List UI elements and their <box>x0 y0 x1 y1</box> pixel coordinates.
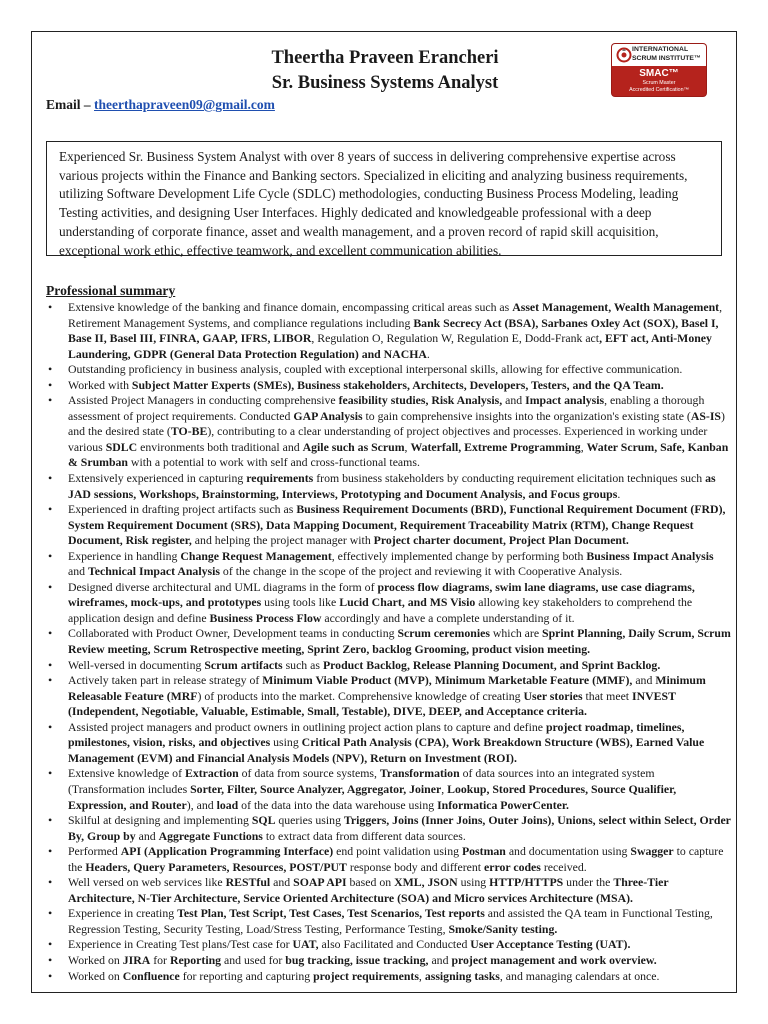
summary-bullet-text: , <box>441 781 448 796</box>
summary-bullet-text: also Facilitated and Conducted <box>318 937 471 952</box>
summary-bullet-text: Swagger <box>630 844 674 859</box>
summary-bullet-text: Critical Path Analysis (CPA), Work Breakdown Structure (WBS), Earned Value Management (EVM) and Financial Analysis Models (NPV), Return on Investment (ROI). <box>68 735 705 765</box>
summary-bullet-text: to extract data from different data sources. <box>262 828 466 843</box>
summary-bullet-text: , and managing calendars at once. <box>499 968 660 983</box>
summary-bullet-text: of the data into the data warehouse using <box>238 797 438 812</box>
summary-bullet-text: received. <box>540 859 587 874</box>
summary-bullet-text: and <box>135 828 159 843</box>
summary-bullet-text: Experience in handling <box>68 548 181 563</box>
summary-bullet-text: Three-Tier Architecture, N-Tier Architecture, Service Oriented Architecture (SOA) and Micro services Architecture (MSA). <box>68 875 669 905</box>
summary-bullet-text: Sprint Planning, Daily Scrum, Scrum Review meeting, Scrum Retrospective meeting, Sprint Zero, backlog Grooming, product vision meeting. <box>68 626 731 657</box>
summary-bullet-text: ) and the desired state ( <box>68 408 725 439</box>
summary-bullet-text: , effectively implemented change by performing both <box>331 548 587 563</box>
summary-bullet-text: Skilful at designing and implementing <box>68 813 252 828</box>
email-link[interactable]: theerthapraveen09@gmail.com <box>94 97 275 112</box>
summary-bullet-text: queries using <box>275 813 344 828</box>
summary-bullet-text: of the change in the scope of the project and reviewing it with Cooperative Analysis. <box>219 564 623 579</box>
summary-bullet <box>46 766 732 813</box>
summary-bullet-text: Experienced in drafting project artifacts such as <box>68 502 297 517</box>
summary-bullet-text: Performed <box>68 844 121 859</box>
summary-bullet-text: XML, JSON <box>394 875 458 890</box>
summary-bullet-text: for reporting and capturing <box>179 968 314 983</box>
summary-bullet-text: , <box>580 439 587 454</box>
summary-bullet-text: RESTful <box>225 875 271 890</box>
summary-bullet-text: Asset Management, Wealth Management <box>512 300 720 314</box>
summary-bullet-text: AS-IS <box>690 408 721 423</box>
summary-bullet-text: Lucid Chart, and MS Visio <box>339 595 476 610</box>
summary-bullet-text: from business stakeholders by conducting requirement elicitation techniques such <box>313 471 706 486</box>
summary-bullet-text: allowing key stakeholders to comprehend the application design and define <box>68 595 693 625</box>
scrum-master-certification-badge <box>612 44 706 96</box>
summary-bullet-text: Waterfall, Extreme Programming <box>410 439 581 454</box>
scrum-institute-logo-icon <box>616 47 632 63</box>
summary-bullet-text: based on <box>346 875 395 890</box>
summary-bullet-text: project roadmap, timelines, pmilestones, vision, risks, and objectives <box>68 719 685 750</box>
summary-bullet-text: to gain comprehensive insights into the organization's existing state ( <box>362 408 691 423</box>
summary-bullet-text: Triggers, Joins (Inner Joins, Outer Joins), Unions, select within Select, Order By, Group by <box>68 813 731 843</box>
summary-bullet-text: Designed diverse architectural and UML diagrams in the form of <box>68 579 378 594</box>
summary-bullet-text: and helping the project manager with <box>191 533 374 548</box>
summary-bullet <box>46 673 732 720</box>
summary-bullet-text: Experience in Creating Test plans/Test case for <box>68 937 293 952</box>
summary-bullet-text: Test Plan, Test Script, Test Cases, Test Scenarios, Test reports <box>177 906 485 921</box>
summary-bullet <box>46 720 732 767</box>
summary-bullet-text: and <box>502 393 526 408</box>
summary-bullet-text: error codes <box>483 859 541 874</box>
summary-bullet-text: SQL <box>251 813 276 828</box>
summary-bullet <box>46 844 732 875</box>
summary-bullet-text: UAT, <box>292 937 319 952</box>
candidate-role: Sr. Business Systems Analyst <box>271 73 499 93</box>
summary-bullet-text: and assisted the QA team in Functional Testing, Regression Testing, Security Testing, Load/Stress Testing, Performance Testing, <box>68 906 713 936</box>
summary-bullet-text: Worked on <box>68 968 123 983</box>
summary-bullet-text: to capture the <box>68 844 724 874</box>
summary-bullet-text: Bank Secrecy Act (BSA), Sarbanes Oxley Act (SOX), Basel I, Base II, Basel III, FINRA, GAAP, IFRS, LIBOR <box>68 315 719 346</box>
summary-bullet-text: feasibility studies, Risk Analysis, <box>338 393 503 408</box>
professional-summary-list <box>46 300 732 984</box>
summary-bullet <box>46 502 732 549</box>
summary-bullet-text: Scrum ceremonies <box>397 626 490 641</box>
summary-bullet-text: , Retirement Management Systems, and compliance regulations including <box>68 300 723 330</box>
summary-bullet-text: and <box>270 875 294 890</box>
summary-bullet-text: and <box>632 673 656 688</box>
summary-bullet-text: , <box>418 968 425 983</box>
summary-bullet-text: of data from source systems, <box>238 766 380 781</box>
section-title-professional-summary: Professional summary <box>46 283 176 298</box>
summary-bullet-text: Confluence <box>122 968 180 983</box>
summary-bullet-text: ) of products into the market. Comprehensive knowledge of creating <box>197 688 524 703</box>
summary-bullet-text: accordingly and have a complete understanding of it. <box>321 610 575 625</box>
summary-bullet-text: Outstanding proficiency in business analysis, coupled with exceptional interpersonal skills, allowing for effective communication. <box>68 362 683 377</box>
summary-bullet-text: Collaborated with Product Owner, Development teams in conducting <box>68 626 398 641</box>
summary-bullet-text: Extraction <box>184 766 239 781</box>
summary-bullet-text: Business Impact Analysis <box>586 548 714 563</box>
summary-bullet-text: GAP Analysis <box>293 408 363 423</box>
email-label: Email – <box>46 97 95 112</box>
summary-bullet-text: Agile such as Scrum <box>302 439 405 454</box>
summary-bullet-text: such as <box>282 657 323 672</box>
summary-bullet-text: process flow diagrams, swim lane diagrams, use case diagrams, wireframes, mock-ups, and prototypes <box>68 579 695 610</box>
summary-bullet-text: and <box>428 952 452 967</box>
summary-bullet-text: using <box>457 875 490 890</box>
summary-bullet-text: Headers, Query Parameters, Resources, POST/PUT <box>85 859 347 874</box>
summary-bullet-text: end point validation using <box>333 844 462 859</box>
summary-bullet-text: , Regulation O, Regulation W, Regulation E, Dodd-Frank act <box>311 331 600 346</box>
badge-line-1: INTERNATIONAL <box>632 46 689 53</box>
summary-bullet-text: Transformation <box>379 766 460 781</box>
summary-bullet-text: SOAP API <box>293 875 347 890</box>
summary-bullet <box>46 953 732 969</box>
summary-bullet-text: Worked on <box>68 952 123 967</box>
summary-bullet-text: Actively taken part in release strategy of <box>68 673 263 688</box>
summary-bullet <box>46 875 732 906</box>
summary-bullet-text: User Acceptance Testing (UAT). <box>470 937 631 952</box>
resume-page <box>31 31 737 993</box>
summary-bullet-text: Worked with <box>68 377 132 392</box>
badge-line-5: Accredited Certification™ <box>629 87 689 93</box>
summary-bullet-text: , enabling a thorough assessment of project requirements. Conducted <box>68 393 705 423</box>
summary-bullet-text: Experience in creating <box>68 906 178 921</box>
summary-bullet-text: Business Process Flow <box>209 610 322 625</box>
summary-bullet-text: User stories <box>523 688 583 703</box>
badge-line-4: Scrum Master <box>642 80 676 86</box>
summary-bullet-text: project requirements <box>313 968 419 983</box>
summary-bullet <box>46 937 732 953</box>
summary-bullet-text: Business Requirement Documents (BRD), Functional Requirement Document (FRD), System Requirement Document (SRS), Data Mapping Document, Requirement Traceability Matrix (RTM), Change Request Document, Risk register, <box>68 502 726 548</box>
summary-bullet-text: for <box>150 952 170 967</box>
summary-bullet <box>46 580 732 627</box>
summary-bullet-text: Change Request Management <box>180 548 332 563</box>
summary-bullet-text: and used for <box>221 952 286 967</box>
summary-bullet-text: Well versed on web services like <box>68 875 226 890</box>
summary-bullet-text: Water Scrum, Safe, Kanban & Srumban <box>68 439 729 470</box>
summary-bullet-text: and documentation using <box>505 844 631 859</box>
summary-bullet-text: environments both traditional and <box>137 439 303 454</box>
summary-bullet-text: Minimum Releasable Feature (MRF <box>68 673 706 703</box>
summary-bullet-text: ), contributing to a clear understanding of project objectives and processes. Experienced in working under various <box>68 424 708 454</box>
summary-bullet-text: JIRA <box>122 952 151 967</box>
summary-bullet-text: Extensively experienced in capturing <box>68 471 247 486</box>
summary-bullet <box>46 626 732 657</box>
summary-bullet-text: Product Backlog, Release Planning Document, and Sprint Backlog. <box>322 657 661 672</box>
badge-line-2: SCRUM INSTITUTE™ <box>632 55 701 62</box>
badge-line-3: SMAC™ <box>639 68 679 79</box>
summary-bullet <box>46 393 732 471</box>
summary-bullet-text: Lookup, Stored Procedures, Source Qualifier, Expression, and Router <box>68 781 677 812</box>
intro-summary-box: Experienced Sr. Business System Analyst with over 8 years of success in delivering comprehensive expertise across various projects within the Finance and Banking sectors. Specialized in eliciting and analyzing business requirements, utilizing Software Development Life Cycle (SDLC) methodologies, conducting Business Process Modeling, leading Testing activities, and designing User Interfaces. Highly dedicated and knowledgeable professional with a deep understanding of corporate finance, asset and wealth management, and a proven record of rapid skill acquisition, exceptional work ethic, effective teamwork, and excellent communication abilities. <box>46 141 722 256</box>
summary-bullet-text: INVEST (Independent, Negotiable, Valuable, Estimable, Small, Testable), DIVE, DEEP, and Acceptance criteria. <box>68 688 676 719</box>
summary-bullet-text: Technical Impact Analysis <box>87 564 220 579</box>
summary-bullet-text: SDLC <box>105 439 138 454</box>
summary-bullet-text: HTTP/HTTPS <box>489 875 564 890</box>
summary-bullet-text: Extensive knowledge of <box>68 766 185 781</box>
summary-bullet-text: Aggregate Functions <box>158 828 263 843</box>
summary-bullet-text: using tools like <box>261 595 340 610</box>
summary-bullet-text: TO-BE <box>170 424 208 439</box>
summary-bullet-text: Informatica PowerCenter. <box>437 797 569 812</box>
summary-bullet-text: Impact analysis <box>525 393 605 408</box>
candidate-name: Theertha Praveen Erancheri <box>271 48 499 68</box>
summary-bullet-text: Smoke/Sanity testing. <box>448 921 558 936</box>
summary-bullet-text: Extensive knowledge of the banking and finance domain, encompassing critical areas such as <box>68 300 513 314</box>
summary-bullet-text: bug tracking, issue tracking, <box>285 952 429 967</box>
summary-bullet-text: Postman <box>461 844 506 859</box>
summary-bullet-text: load <box>216 797 239 812</box>
summary-bullet-text: . <box>617 486 621 501</box>
summary-bullet <box>46 549 732 580</box>
summary-bullet <box>46 658 732 674</box>
summary-bullet-text: requirements <box>246 471 314 486</box>
summary-bullet-text: Sorter, Filter, Source Analyzer, Aggregator, Joiner <box>190 781 442 796</box>
summary-bullet <box>46 362 732 378</box>
summary-bullet-text: project management and work overview. <box>451 952 657 967</box>
summary-bullet-text: Well-versed in documenting <box>68 657 205 672</box>
summary-bullet-text: . <box>426 346 430 361</box>
summary-bullet-text: Project charter document, Project Plan Document. <box>373 533 629 548</box>
summary-bullet-text: Subject Matter Experts (SMEs), Business stakeholders, Architects, Developers, Testers, and the QA Team. <box>131 377 664 392</box>
summary-bullet-text: and <box>68 564 88 579</box>
summary-bullet-text: with a potential to work with self and cross-functional teams. <box>127 455 420 470</box>
summary-bullet <box>46 378 732 394</box>
summary-bullet-text: under the <box>563 875 614 890</box>
summary-bullet-text: which are <box>489 626 543 641</box>
summary-bullet-text: using <box>270 735 302 750</box>
summary-bullet-text: Assisted project managers and product owners in outlining project action plans to capture and define <box>68 719 546 734</box>
summary-bullet-text: Assisted Project Managers in conducting comprehensive <box>68 393 339 408</box>
summary-bullet <box>46 906 732 937</box>
summary-bullet-text: of data sources into an integrated system (Transformation includes <box>68 766 655 796</box>
summary-bullet <box>46 813 732 844</box>
summary-bullet-text: Reporting <box>169 952 222 967</box>
summary-bullet-text: Minimum Viable Product (MVP), Minimum Marketable Feature (MMF), <box>262 673 633 688</box>
summary-bullet-text: response body and different <box>346 859 484 874</box>
summary-bullet <box>46 300 732 362</box>
summary-bullet-text: assigning tasks <box>424 968 500 983</box>
summary-bullet-text: , <box>404 439 411 454</box>
summary-bullet <box>46 969 732 985</box>
summary-bullet-text: Scrum artifacts <box>204 657 283 672</box>
summary-bullet-text: that meet <box>582 688 633 703</box>
summary-bullet-text: as JAD sessions, Workshops, Brainstorming, Interviews, Prototyping and Document Analysis, and Focus groups <box>68 471 716 501</box>
summary-bullet-text: ), and <box>186 797 217 812</box>
summary-bullet-text: , EFT act, Anti-Money Laundering, GDPR (General Data Protection Regulation) and NACHA <box>68 331 712 361</box>
summary-bullet <box>46 471 732 502</box>
email-line <box>46 97 275 113</box>
summary-bullet-text: API (Application Programming Interface) <box>120 844 334 859</box>
